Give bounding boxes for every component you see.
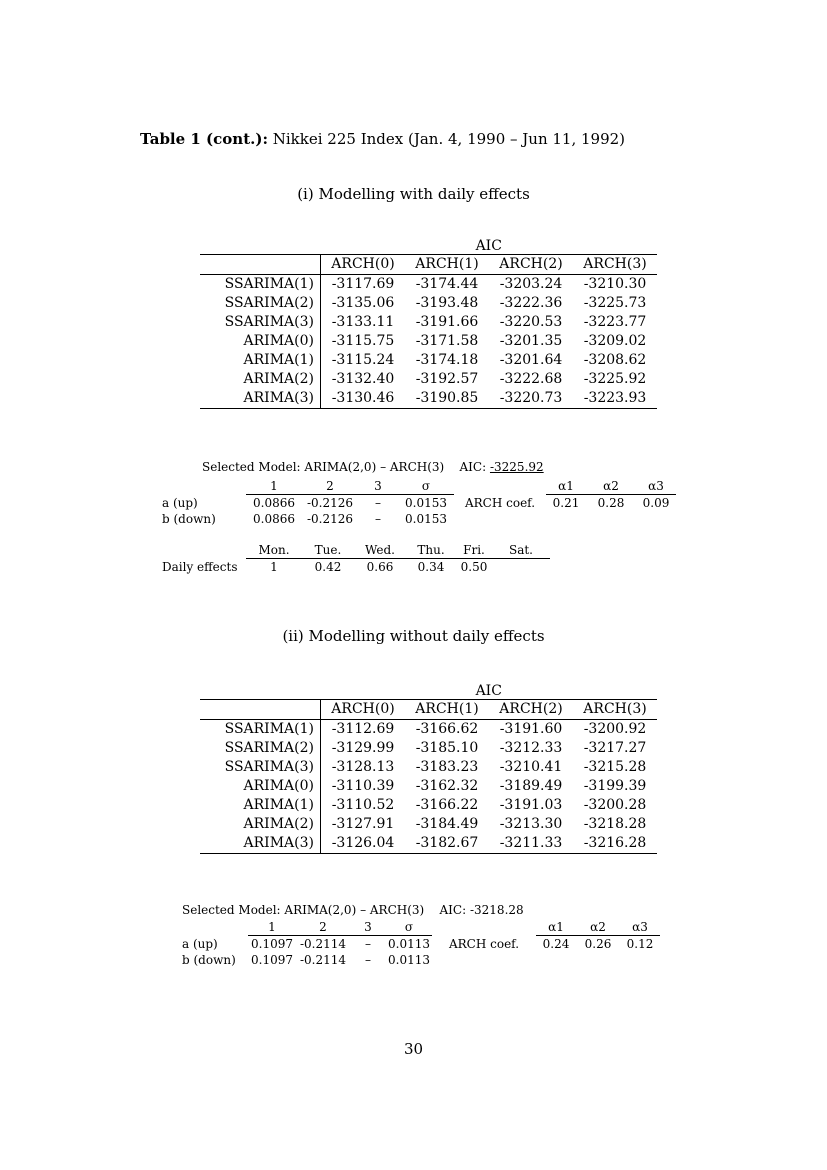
aic-cell: -3199.39 (583, 778, 647, 794)
selected-model-label: Selected Model: (202, 460, 301, 474)
down-value: 0.0866 (253, 512, 295, 526)
table-row (200, 777, 657, 796)
down-value: 0.0153 (405, 512, 447, 526)
up-value: 0.0866 (253, 496, 295, 510)
aic-table-without-daily (200, 683, 657, 854)
row-label: ARIMA(3) (200, 389, 321, 409)
up-label: a (up) (182, 936, 218, 951)
aic-cell: -3128.13 (321, 758, 406, 777)
aic-cell: -3129.99 (321, 739, 406, 758)
down-value: 0.1097 (251, 953, 293, 967)
table-row (200, 313, 657, 332)
up-value: 0.0153 (405, 496, 447, 510)
aic-cell: -3115.24 (321, 351, 406, 370)
aic-cell: -3210.41 (499, 759, 563, 775)
arch-coef-label: ARCH coef. (464, 495, 536, 510)
up-value: 0.1097 (251, 937, 293, 951)
col-header: ARCH(3) (573, 255, 657, 275)
row-label: SSARIMA(3) (224, 314, 314, 330)
aic-value: -3225.92 (489, 460, 544, 474)
row-label: SSARIMA(1) (224, 721, 314, 737)
aic-cell: -3130.46 (321, 389, 406, 409)
day-header: Fri. (456, 542, 492, 559)
daily-effects-label: Daily effects (162, 559, 238, 574)
aic-cell: -3193.48 (415, 295, 479, 311)
col-header: ARCH(1) (405, 255, 489, 275)
alpha-value: 0.26 (584, 937, 612, 951)
aic-cell: -3174.44 (415, 276, 479, 292)
aic-cell: -3133.11 (321, 313, 406, 332)
aic-cell: -3200.92 (583, 721, 647, 737)
lag-header: 3 (350, 919, 386, 936)
alpha-header: α2 (586, 478, 636, 495)
aic-cell: -3223.93 (573, 389, 657, 409)
row-label: ARIMA(3) (200, 834, 321, 854)
up-value: – (375, 496, 381, 510)
lag-header: σ (386, 919, 432, 936)
alpha-header: α3 (636, 478, 676, 495)
aic-header: AIC (321, 238, 658, 255)
selected-model-line (202, 460, 544, 474)
day-value: 0.42 (314, 560, 342, 574)
alpha-header: α2 (576, 919, 620, 936)
table-row (200, 351, 657, 370)
aic-cell: -3201.64 (499, 352, 563, 368)
table-row (200, 739, 657, 758)
up-value: -0.2114 (299, 937, 347, 951)
aic-cell: -3189.49 (499, 778, 563, 794)
arch-coef-label: ARCH coef. (448, 936, 520, 951)
up-value: 0.0113 (388, 937, 430, 951)
aic-cell: -3208.62 (583, 352, 647, 368)
aic-cell: -3135.06 (321, 294, 406, 313)
table-row (200, 389, 657, 409)
alpha-value: 0.24 (542, 937, 570, 951)
caption-text: Nikkei 225 Index (Jan. 4, 1990 – Jun 11, 1992) (267, 130, 626, 148)
table-row (200, 370, 657, 389)
page-number: 30 (403, 1040, 424, 1058)
aic-cell: -3174.18 (415, 352, 479, 368)
aic-cell: -3171.58 (415, 333, 479, 349)
selected-model-line (182, 903, 524, 917)
day-value: 0.34 (417, 560, 445, 574)
aic-cell: -3190.85 (405, 389, 489, 409)
col-header: ARCH(1) (405, 700, 489, 720)
aic-cell: -3218.28 (583, 816, 647, 832)
lag-header: 3 (358, 478, 398, 495)
aic-cell: -3211.33 (489, 834, 573, 854)
aic-cell: -3110.39 (321, 777, 406, 796)
lag-header: 2 (302, 478, 358, 495)
up-value: – (365, 937, 371, 951)
alpha-value: 0.21 (552, 496, 580, 510)
aic-cell: -3162.32 (415, 778, 479, 794)
aic-label: AIC: (439, 903, 467, 917)
aic-cell: -3127.91 (321, 815, 406, 834)
aic-header: AIC (321, 683, 658, 700)
aic-cell: -3220.53 (499, 314, 563, 330)
aic-cell: -3212.33 (499, 740, 563, 756)
table-row (200, 275, 657, 295)
lag-header: 2 (296, 919, 350, 936)
aic-cell: -3225.73 (583, 295, 647, 311)
down-label: b (down) (182, 953, 236, 967)
aic-cell: -3213.30 (499, 816, 563, 832)
aic-cell: -3201.35 (499, 333, 563, 349)
down-value: – (375, 512, 381, 526)
down-label: b (down) (162, 512, 216, 526)
row-label: ARIMA(2) (243, 816, 314, 832)
aic-cell: -3191.66 (415, 314, 479, 330)
day-value: 1 (270, 560, 278, 574)
down-value: -0.2114 (299, 953, 347, 967)
day-header: Wed. (354, 542, 406, 559)
col-header: ARCH(3) (573, 700, 657, 720)
row-label: ARIMA(1) (243, 797, 314, 813)
alpha-header: α1 (536, 919, 576, 936)
alpha-value: 0.09 (642, 496, 670, 510)
selected-model: ARIMA(2,0) – ARCH(3) (284, 903, 425, 917)
table-row (200, 834, 657, 854)
down-value: 0.0113 (388, 953, 430, 967)
table-row (200, 815, 657, 834)
aic-body-with-daily (200, 275, 657, 409)
selected-model: ARIMA(2,0) – ARCH(3) (304, 460, 445, 474)
day-header: Mon. (246, 542, 302, 559)
row-label: SSARIMA(3) (224, 759, 314, 775)
down-value: -0.2126 (306, 512, 354, 526)
aic-cell: -3200.28 (583, 797, 647, 813)
lag-header: σ (398, 478, 454, 495)
caption-bold: Table 1 (cont.): (140, 130, 268, 148)
col-header: ARCH(0) (321, 700, 406, 720)
selected-model-label: Selected Model: (182, 903, 281, 917)
day-header: Tue. (302, 542, 354, 559)
aic-cell: -3112.69 (321, 720, 406, 740)
aic-value: -3218.28 (469, 903, 524, 917)
row-label: SSARIMA(2) (224, 295, 314, 311)
down-value: – (365, 953, 371, 967)
up-value: -0.2126 (306, 496, 354, 510)
section-title-without-daily: (ii) Modelling without daily effects (282, 627, 545, 645)
day-value: 0.50 (460, 560, 488, 574)
aic-cell: -3166.22 (415, 797, 479, 813)
row-label: SSARIMA(2) (224, 740, 314, 756)
aic-cell: -3192.57 (415, 371, 479, 387)
coef-table-with-daily (162, 478, 676, 527)
aic-cell: -3184.49 (415, 816, 479, 832)
table-row (200, 720, 657, 740)
aic-cell: -3191.03 (499, 797, 563, 813)
aic-cell: -3132.40 (321, 370, 406, 389)
aic-cell: -3209.02 (583, 333, 647, 349)
aic-cell: -3166.62 (415, 721, 479, 737)
row-label: ARIMA(0) (243, 778, 314, 794)
alpha-value: 0.28 (597, 496, 625, 510)
col-header: ARCH(0) (321, 255, 406, 275)
section-title-with-daily: (i) Modelling with daily effects (297, 185, 530, 203)
table-caption (140, 130, 625, 148)
alpha-value: 0.12 (626, 937, 654, 951)
row-label: SSARIMA(1) (224, 276, 314, 292)
aic-cell: -3216.28 (573, 834, 657, 854)
aic-cell: -3117.69 (321, 275, 406, 295)
aic-table-with-daily (200, 238, 657, 409)
aic-cell: -3222.36 (499, 295, 563, 311)
aic-cell: -3220.73 (489, 389, 573, 409)
aic-label: AIC: (459, 460, 487, 474)
aic-cell: -3223.77 (583, 314, 647, 330)
aic-cell: -3203.24 (499, 276, 563, 292)
coef-table-without-daily (182, 919, 660, 968)
aic-cell: -3191.60 (499, 721, 563, 737)
row-label: ARIMA(2) (243, 371, 314, 387)
lag-header: 1 (248, 919, 296, 936)
alpha-header: α3 (620, 919, 660, 936)
daily-effects-table (162, 542, 550, 575)
col-header: ARCH(2) (489, 700, 573, 720)
aic-cell: -3126.04 (321, 834, 406, 854)
day-header: Thu. (406, 542, 456, 559)
row-label: ARIMA(1) (243, 352, 314, 368)
day-value (492, 559, 550, 576)
aic-body-without-daily (200, 720, 657, 854)
row-label: ARIMA(0) (243, 333, 314, 349)
aic-cell: -3115.75 (321, 332, 406, 351)
aic-cell: -3182.67 (405, 834, 489, 854)
aic-cell: -3185.10 (415, 740, 479, 756)
up-label: a (up) (162, 495, 198, 510)
table-row (200, 796, 657, 815)
lag-header: 1 (246, 478, 302, 495)
col-header: ARCH(2) (489, 255, 573, 275)
table-row (200, 758, 657, 777)
day-header: Sat. (492, 542, 550, 559)
aic-cell: -3110.52 (321, 796, 406, 815)
aic-cell: -3210.30 (583, 276, 647, 292)
aic-cell: -3217.27 (583, 740, 647, 756)
table-row (200, 294, 657, 313)
alpha-header: α1 (546, 478, 586, 495)
day-value: 0.66 (366, 560, 394, 574)
aic-cell: -3225.92 (583, 371, 647, 387)
aic-cell: -3183.23 (415, 759, 479, 775)
aic-cell: -3222.68 (499, 371, 563, 387)
table-row (200, 332, 657, 351)
aic-cell: -3215.28 (583, 759, 647, 775)
